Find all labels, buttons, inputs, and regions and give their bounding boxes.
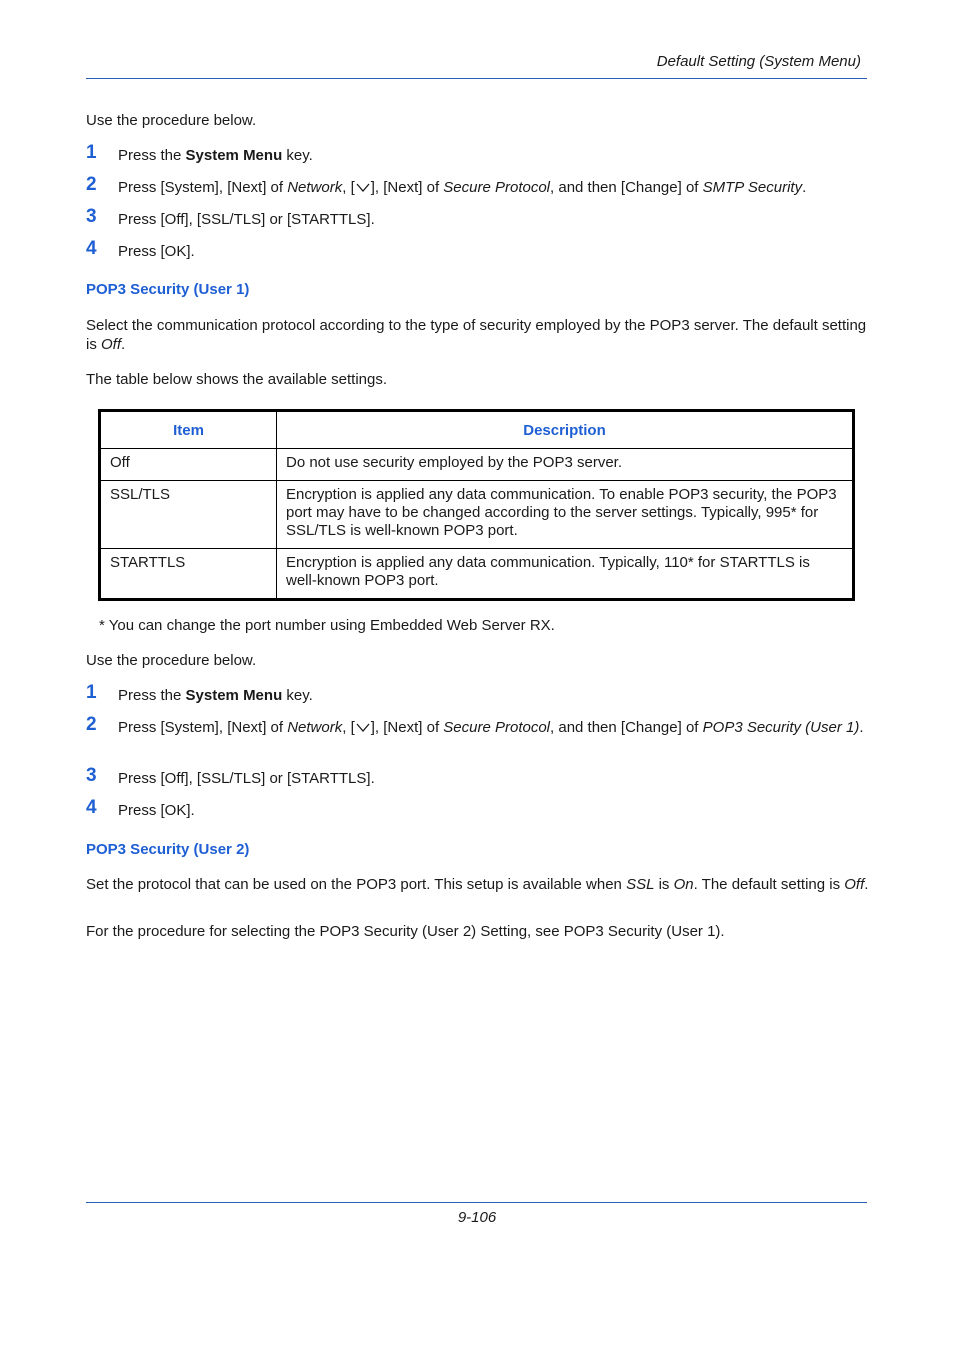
step-number: 3: [86, 765, 97, 786]
header-rule: [86, 78, 867, 79]
table-row: [100, 549, 854, 600]
procedure-intro: Use the procedure below.: [86, 112, 257, 129]
step-number: 1: [86, 142, 97, 163]
description-paragraph: Set the protocol that can be used on the POP3 port. This setup is available when SSL is On. The default setting is Off.: [86, 876, 869, 893]
table-row: [100, 449, 854, 481]
step-number: 4: [86, 797, 97, 818]
cell-description: Encryption is applied any data communication. To enable POP3 security, the POP3 port may have to be changed according to the server settings. Typically, 995* for SSL/TLS is well-known POP3 port.: [277, 481, 854, 549]
cell-item: SSL/TLS: [100, 481, 277, 549]
chevron-down-icon: [355, 180, 371, 199]
step-number: 2: [86, 714, 97, 735]
description-paragraph: Select the communication protocol according to the type of security employed by the POP3 server. The default setting is Off.: [86, 317, 867, 353]
step-number: 1: [86, 682, 97, 703]
column-header-description: Description: [277, 411, 854, 449]
footer-rule: [86, 1202, 867, 1203]
table-row: [100, 481, 854, 549]
cell-item: STARTTLS: [100, 549, 277, 600]
running-header: Default Setting (System Menu): [656, 53, 861, 70]
table-intro: The table below shows the available settings.: [86, 371, 388, 388]
step-text: Press [Off], [SSL/TLS] or [STARTTLS].: [118, 770, 375, 787]
step-text: Press [System], [Next] of Network, [ ], [Next] of Secure Protocol, and then [Change] of POP3 Security (User 1).: [118, 718, 868, 739]
step-number: 3: [86, 206, 97, 227]
step-text: Press [Off], [SSL/TLS] or [STARTTLS].: [118, 211, 375, 228]
chevron-down-icon: [355, 720, 371, 739]
cell-description: Encryption is applied any data communication. Typically, 110* for STARTTLS is well-known POP3 port.: [277, 549, 854, 600]
step-text: Press [OK].: [118, 802, 195, 819]
section-heading-pop3-user2: POP3 Security (User 2): [86, 841, 250, 858]
step-number: 2: [86, 174, 97, 195]
cell-item: Off: [100, 449, 277, 481]
cell-description: Do not use security employed by the POP3 server.: [277, 449, 854, 481]
cross-reference-paragraph: For the procedure for selecting the POP3 Security (User 2) Setting, see POP3 Security (User 1).: [86, 923, 725, 940]
settings-table: [98, 409, 855, 601]
section-heading-pop3-user1: POP3 Security (User 1): [86, 281, 250, 298]
column-header-item: Item: [100, 411, 277, 449]
table-header-row: [100, 411, 854, 449]
step-text: Press [System], [Next] of Network, [ ], [Next] of Secure Protocol, and then [Change] of SMTP Security.: [118, 178, 868, 199]
step-text: Press the System Menu key.: [118, 147, 313, 164]
procedure-intro: Use the procedure below.: [86, 652, 257, 669]
step-text: Press [OK].: [118, 243, 195, 260]
step-text: Press the System Menu key.: [118, 687, 313, 704]
step-number: 4: [86, 238, 97, 259]
table-footnote: * You can change the port number using Embedded Web Server RX.: [99, 617, 555, 634]
page-number: 9-106: [457, 1209, 497, 1226]
